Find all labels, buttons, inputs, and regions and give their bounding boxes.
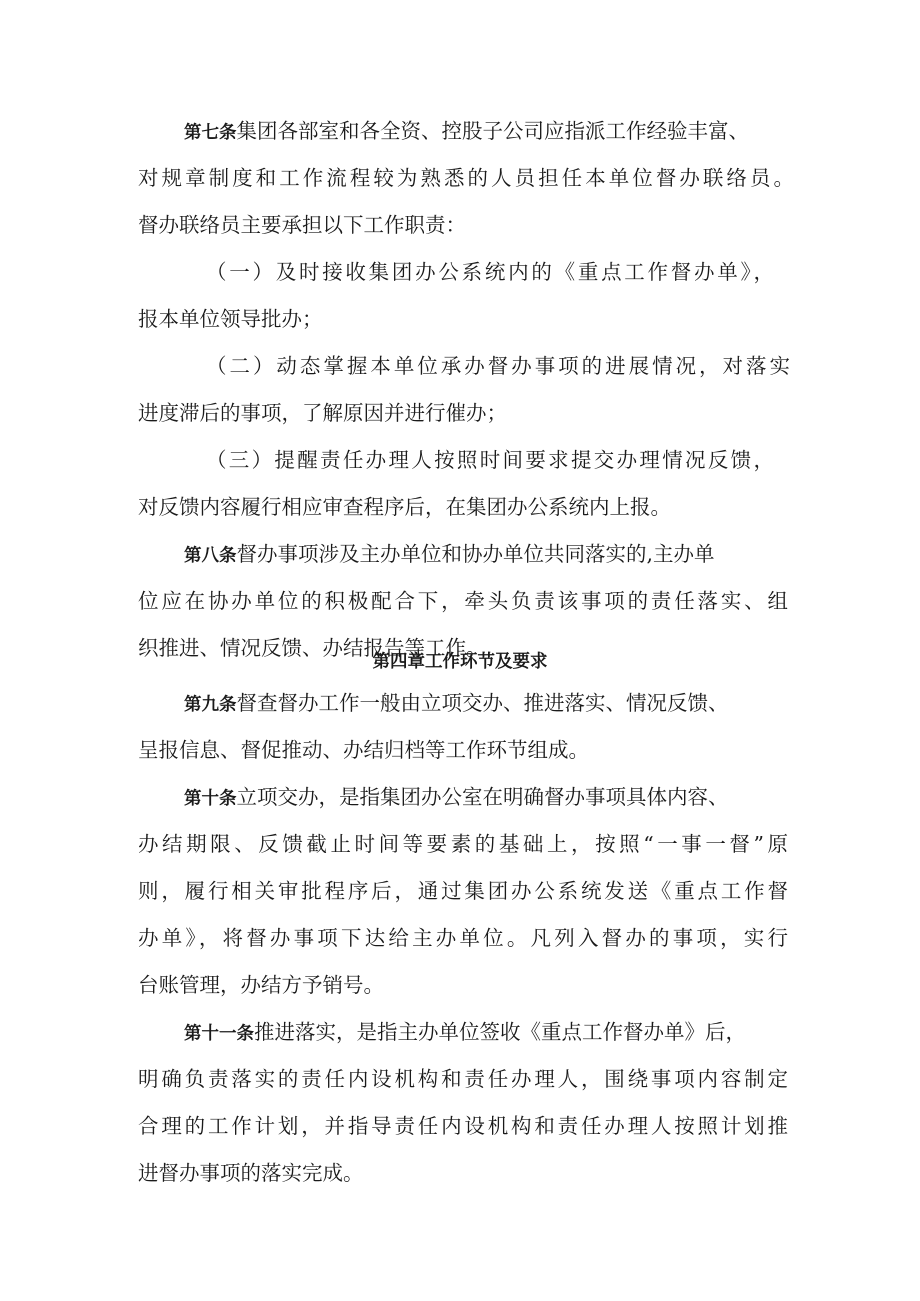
- article9-heading: 第九条: [184, 695, 237, 715]
- article7-item1-line1: （一）及时接收集团办公系统内的《重点工作督办单》，: [206, 260, 774, 284]
- article11-text: 推进落实，是指主办单位签收《重点工作督办单》后，: [254, 1020, 746, 1044]
- article7-item3-line1: （三）提醒责任办理人按照时间要求提交办理情况反馈，: [206, 448, 774, 472]
- article10-line5: 台账管理，办结方予销号。: [138, 973, 384, 997]
- article8-line3: 织推进、情况反馈、办结报告等工作。: [138, 636, 487, 660]
- article8-line1: [184, 534, 715, 574]
- article8-line2: 位应在协办单位的积极配合下，牵头负责该事项的责任落实、组: [138, 589, 788, 613]
- article7-item3-line2: 对反馈内容履行相应审查程序后，在集团办公系统内上报。: [138, 495, 671, 519]
- article7-line2: 对规章制度和工作流程较为熟悉的人员担任本单位督办联络员。: [138, 166, 794, 190]
- article11-heading: 第十一条: [184, 1024, 254, 1044]
- chapter-title: 第四章工作环节及要求: [372, 652, 548, 672]
- article10-line4: 办单》，将督办事项下达给主办单位。凡列入督办的事项，实行: [138, 926, 788, 950]
- article7-item1-line2: 报本单位领导批办；: [138, 307, 323, 331]
- article8-text: 督办事项涉及主办单位和协办单位共同落实的,主办单: [236, 542, 715, 566]
- article7-line1: [184, 111, 790, 151]
- article11-line1: [184, 1012, 746, 1052]
- article10-line1: [184, 777, 729, 817]
- article10-line2: 办结期限、反馈截止时间等要素的基础上，按照“一事一督”原: [138, 832, 788, 856]
- article7-line3: 督办联络员主要承担以下工作职责：: [138, 213, 466, 237]
- article10-line3: 则，履行相关审批程序后，通过集团办公系统发送《重点工作督: [138, 879, 788, 903]
- article11-line2: 明确负责落实的责任内设机构和责任办理人，围绕事项内容制定: [138, 1067, 788, 1091]
- article7-text: 集团各部室和各全资、控股子公司应指派工作经验丰富、: [236, 119, 749, 143]
- article7-item2-line1: （二）动态掌握本单位承办督办事项的进展情况，对落实: [206, 354, 790, 378]
- article8-heading: 第八条: [184, 546, 237, 566]
- article9-line2: 呈报信息、督促推动、办结归档等工作环节组成。: [138, 738, 589, 762]
- article7-item2-line2: 进度滞后的事项，了解原因并进行催办；: [138, 401, 507, 425]
- article10-text: 立项交办，是指集团办公室在明确督办事项具体内容、: [236, 785, 729, 809]
- article11-line3: 合理的工作计划，并指导责任内设机构和责任办理人按照计划推: [138, 1114, 788, 1138]
- article11-line4: 进督办事项的落实完成。: [138, 1161, 364, 1185]
- article9-text: 督查督办工作一般由立项交办、推进落实、情况反馈、: [236, 691, 729, 715]
- article10-heading: 第十条: [184, 789, 237, 809]
- article7-heading: 第七条: [184, 123, 237, 143]
- article9-line1: [184, 683, 729, 723]
